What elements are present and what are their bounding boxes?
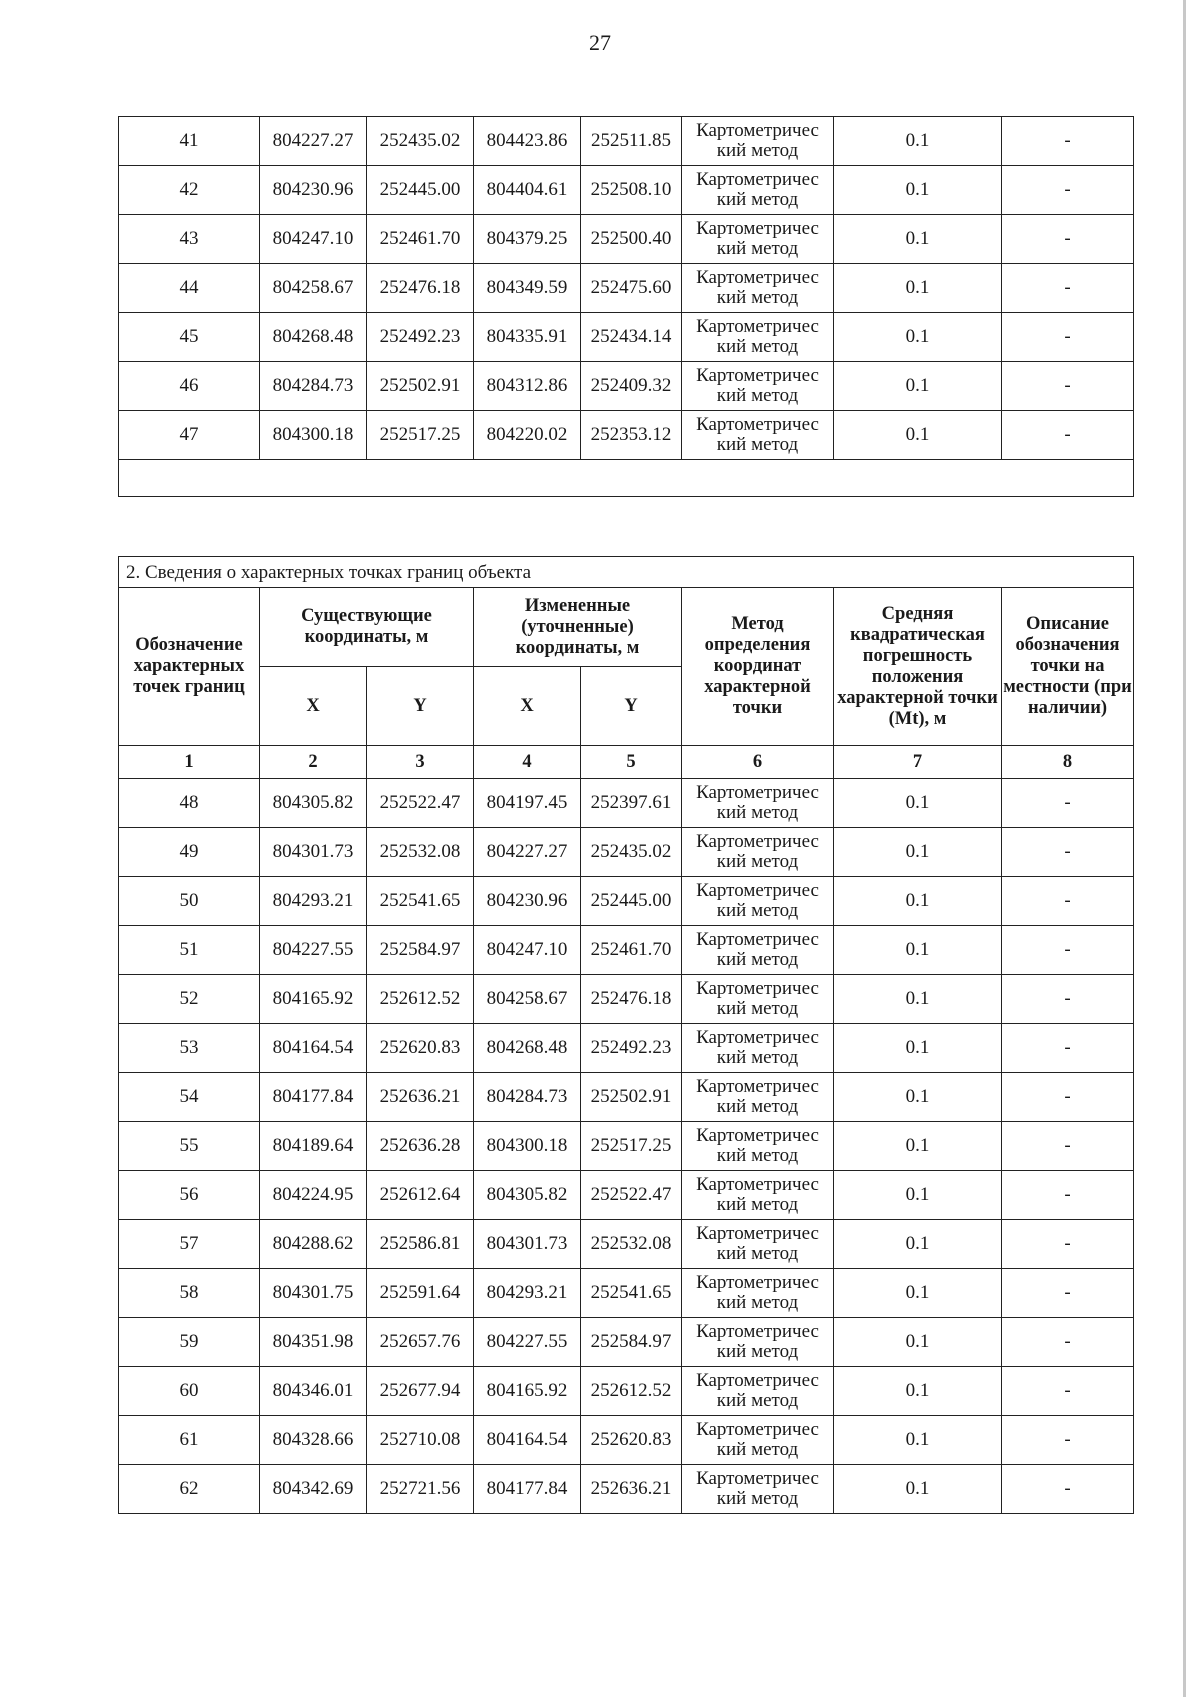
changed-x-cell: 804423.86 xyxy=(474,117,581,166)
description-cell: - xyxy=(1002,877,1134,926)
changed-y-cell: 252532.08 xyxy=(581,1220,682,1269)
table-row xyxy=(119,779,1134,828)
header-existing-y: Y xyxy=(367,667,474,746)
changed-x-cell: 804284.73 xyxy=(474,1073,581,1122)
existing-x-cell: 804258.67 xyxy=(260,264,367,313)
method-cell: Картометричес кий метод xyxy=(682,1171,834,1220)
table1-body xyxy=(119,117,1134,460)
changed-y-cell: 252502.91 xyxy=(581,1073,682,1122)
error-cell: 0.1 xyxy=(834,1024,1002,1073)
changed-y-cell: 252522.47 xyxy=(581,1171,682,1220)
existing-y-cell: 252721.56 xyxy=(367,1465,474,1514)
description-cell: - xyxy=(1002,926,1134,975)
error-cell: 0.1 xyxy=(834,779,1002,828)
table-row xyxy=(119,1122,1134,1171)
changed-x-cell: 804301.73 xyxy=(474,1220,581,1269)
existing-y-cell: 252532.08 xyxy=(367,828,474,877)
existing-y-cell: 252492.23 xyxy=(367,313,474,362)
header-changed-x: X xyxy=(474,667,581,746)
table-row xyxy=(119,975,1134,1024)
existing-x-cell: 804247.10 xyxy=(260,215,367,264)
existing-y-cell: 252636.21 xyxy=(367,1073,474,1122)
description-cell: - xyxy=(1002,215,1134,264)
error-cell: 0.1 xyxy=(834,215,1002,264)
error-cell: 0.1 xyxy=(834,1465,1002,1514)
existing-x-cell: 804293.21 xyxy=(260,877,367,926)
existing-x-cell: 804164.54 xyxy=(260,1024,367,1073)
point-number-cell: 45 xyxy=(119,313,260,362)
description-cell: - xyxy=(1002,1318,1134,1367)
header-description: Описание обозначения точки на местности (при наличии) xyxy=(1002,588,1134,746)
header-existing-coordinates: Существующие координаты, м xyxy=(260,588,474,667)
method-cell: Картометричес кий метод xyxy=(682,1465,834,1514)
point-number-cell: 55 xyxy=(119,1122,260,1171)
changed-x-cell: 804227.27 xyxy=(474,828,581,877)
method-cell: Картометричес кий метод xyxy=(682,1220,834,1269)
description-cell: - xyxy=(1002,1220,1134,1269)
error-cell: 0.1 xyxy=(834,166,1002,215)
description-cell: - xyxy=(1002,264,1134,313)
method-cell: Картометричес кий метод xyxy=(682,975,834,1024)
column-number: 1 xyxy=(119,746,260,779)
table-row xyxy=(119,1416,1134,1465)
changed-y-cell: 252434.14 xyxy=(581,313,682,362)
method-cell: Картометричес кий метод xyxy=(682,117,834,166)
column-number: 5 xyxy=(581,746,682,779)
point-number-cell: 42 xyxy=(119,166,260,215)
existing-y-cell: 252522.47 xyxy=(367,779,474,828)
error-cell: 0.1 xyxy=(834,975,1002,1024)
changed-y-cell: 252612.52 xyxy=(581,1367,682,1416)
existing-y-cell: 252710.08 xyxy=(367,1416,474,1465)
method-cell: Картометричес кий метод xyxy=(682,877,834,926)
existing-y-cell: 252591.64 xyxy=(367,1269,474,1318)
description-cell: - xyxy=(1002,411,1134,460)
changed-x-cell: 804404.61 xyxy=(474,166,581,215)
boundary-points-table xyxy=(118,556,1134,1514)
existing-x-cell: 804351.98 xyxy=(260,1318,367,1367)
point-number-cell: 44 xyxy=(119,264,260,313)
changed-y-cell: 252541.65 xyxy=(581,1269,682,1318)
method-cell: Картометричес кий метод xyxy=(682,1122,834,1171)
error-cell: 0.1 xyxy=(834,926,1002,975)
description-cell: - xyxy=(1002,779,1134,828)
existing-y-cell: 252612.64 xyxy=(367,1171,474,1220)
method-cell: Картометричес кий метод xyxy=(682,1367,834,1416)
existing-x-cell: 804230.96 xyxy=(260,166,367,215)
table2-caption: 2. Сведения о характерных точках границ объекта xyxy=(119,557,1134,588)
changed-x-cell: 804164.54 xyxy=(474,1416,581,1465)
point-number-cell: 58 xyxy=(119,1269,260,1318)
existing-x-cell: 804165.92 xyxy=(260,975,367,1024)
point-number-cell: 60 xyxy=(119,1367,260,1416)
header-method: Метод определения координат характерной точки xyxy=(682,588,834,746)
existing-y-cell: 252584.97 xyxy=(367,926,474,975)
existing-x-cell: 804227.55 xyxy=(260,926,367,975)
error-cell: 0.1 xyxy=(834,313,1002,362)
point-number-cell: 54 xyxy=(119,1073,260,1122)
description-cell: - xyxy=(1002,1171,1134,1220)
existing-x-cell: 804227.27 xyxy=(260,117,367,166)
changed-y-cell: 252475.60 xyxy=(581,264,682,313)
changed-y-cell: 252397.61 xyxy=(581,779,682,828)
table-row xyxy=(119,264,1134,313)
point-number-cell: 49 xyxy=(119,828,260,877)
point-number-cell: 47 xyxy=(119,411,260,460)
point-number-cell: 57 xyxy=(119,1220,260,1269)
changed-x-cell: 804230.96 xyxy=(474,877,581,926)
changed-y-cell: 252461.70 xyxy=(581,926,682,975)
existing-y-cell: 252476.18 xyxy=(367,264,474,313)
changed-y-cell: 252476.18 xyxy=(581,975,682,1024)
changed-y-cell: 252409.32 xyxy=(581,362,682,411)
table-row xyxy=(119,411,1134,460)
existing-y-cell: 252445.00 xyxy=(367,166,474,215)
table2-header-row-1 xyxy=(119,588,1134,667)
header-changed-y: Y xyxy=(581,667,682,746)
column-number: 3 xyxy=(367,746,474,779)
table2-column-numbers-row xyxy=(119,746,1134,779)
coordinates-table-continued xyxy=(118,116,1134,497)
error-cell: 0.1 xyxy=(834,1318,1002,1367)
changed-x-cell: 804177.84 xyxy=(474,1465,581,1514)
error-cell: 0.1 xyxy=(834,1073,1002,1122)
method-cell: Картометричес кий метод xyxy=(682,264,834,313)
existing-x-cell: 804301.73 xyxy=(260,828,367,877)
method-cell: Картометричес кий метод xyxy=(682,411,834,460)
existing-y-cell: 252612.52 xyxy=(367,975,474,1024)
changed-x-cell: 804300.18 xyxy=(474,1122,581,1171)
existing-x-cell: 804177.84 xyxy=(260,1073,367,1122)
description-cell: - xyxy=(1002,1269,1134,1318)
error-cell: 0.1 xyxy=(834,877,1002,926)
point-number-cell: 43 xyxy=(119,215,260,264)
description-cell: - xyxy=(1002,1367,1134,1416)
description-cell: - xyxy=(1002,975,1134,1024)
page-edge-shadow xyxy=(1183,0,1186,1697)
existing-x-cell: 804342.69 xyxy=(260,1465,367,1514)
existing-x-cell: 804224.95 xyxy=(260,1171,367,1220)
changed-y-cell: 252517.25 xyxy=(581,1122,682,1171)
header-designation: Обозначение характерных точек границ xyxy=(119,588,260,746)
error-cell: 0.1 xyxy=(834,1171,1002,1220)
existing-y-cell: 252502.91 xyxy=(367,362,474,411)
changed-y-cell: 252353.12 xyxy=(581,411,682,460)
changed-x-cell: 804305.82 xyxy=(474,1171,581,1220)
header-changed-coordinates: Измененные (уточненные) координаты, м xyxy=(474,588,682,667)
point-number-cell: 62 xyxy=(119,1465,260,1514)
description-cell: - xyxy=(1002,1465,1134,1514)
table-row xyxy=(119,166,1134,215)
existing-y-cell: 252677.94 xyxy=(367,1367,474,1416)
description-cell: - xyxy=(1002,362,1134,411)
changed-x-cell: 804349.59 xyxy=(474,264,581,313)
changed-x-cell: 804197.45 xyxy=(474,779,581,828)
column-number: 6 xyxy=(682,746,834,779)
error-cell: 0.1 xyxy=(834,117,1002,166)
existing-y-cell: 252636.28 xyxy=(367,1122,474,1171)
changed-y-cell: 252500.40 xyxy=(581,215,682,264)
point-number-cell: 50 xyxy=(119,877,260,926)
table-row xyxy=(119,1269,1134,1318)
column-number: 7 xyxy=(834,746,1002,779)
changed-x-cell: 804227.55 xyxy=(474,1318,581,1367)
error-cell: 0.1 xyxy=(834,1416,1002,1465)
changed-x-cell: 804220.02 xyxy=(474,411,581,460)
description-cell: - xyxy=(1002,117,1134,166)
error-cell: 0.1 xyxy=(834,362,1002,411)
changed-x-cell: 804247.10 xyxy=(474,926,581,975)
method-cell: Картометричес кий метод xyxy=(682,166,834,215)
method-cell: Картометричес кий метод xyxy=(682,779,834,828)
existing-x-cell: 804300.18 xyxy=(260,411,367,460)
existing-x-cell: 804284.73 xyxy=(260,362,367,411)
table-row xyxy=(119,1073,1134,1122)
method-cell: Картометричес кий метод xyxy=(682,1269,834,1318)
existing-y-cell: 252541.65 xyxy=(367,877,474,926)
changed-x-cell: 804312.86 xyxy=(474,362,581,411)
table-row xyxy=(119,1367,1134,1416)
table2-body xyxy=(119,779,1134,1514)
point-number-cell: 59 xyxy=(119,1318,260,1367)
header-existing-x: X xyxy=(260,667,367,746)
changed-y-cell: 252511.85 xyxy=(581,117,682,166)
changed-y-cell: 252584.97 xyxy=(581,1318,682,1367)
table-row xyxy=(119,1318,1134,1367)
description-cell: - xyxy=(1002,1073,1134,1122)
existing-x-cell: 804301.75 xyxy=(260,1269,367,1318)
changed-y-cell: 252636.21 xyxy=(581,1465,682,1514)
changed-x-cell: 804293.21 xyxy=(474,1269,581,1318)
error-cell: 0.1 xyxy=(834,1367,1002,1416)
error-cell: 0.1 xyxy=(834,264,1002,313)
table-row xyxy=(119,215,1134,264)
method-cell: Картометричес кий метод xyxy=(682,313,834,362)
column-number: 2 xyxy=(260,746,367,779)
existing-y-cell: 252517.25 xyxy=(367,411,474,460)
changed-x-cell: 804165.92 xyxy=(474,1367,581,1416)
description-cell: - xyxy=(1002,313,1134,362)
table-row xyxy=(119,1171,1134,1220)
column-number: 4 xyxy=(474,746,581,779)
header-error: Средняя квадратическая погрешность положения характерной точки (Mt), м xyxy=(834,588,1002,746)
existing-x-cell: 804346.01 xyxy=(260,1367,367,1416)
error-cell: 0.1 xyxy=(834,411,1002,460)
existing-x-cell: 804305.82 xyxy=(260,779,367,828)
existing-y-cell: 252657.76 xyxy=(367,1318,474,1367)
description-cell: - xyxy=(1002,1122,1134,1171)
description-cell: - xyxy=(1002,1416,1134,1465)
existing-x-cell: 804288.62 xyxy=(260,1220,367,1269)
existing-x-cell: 804328.66 xyxy=(260,1416,367,1465)
changed-x-cell: 804258.67 xyxy=(474,975,581,1024)
point-number-cell: 56 xyxy=(119,1171,260,1220)
table-row xyxy=(119,1024,1134,1073)
existing-y-cell: 252586.81 xyxy=(367,1220,474,1269)
description-cell: - xyxy=(1002,1024,1134,1073)
changed-y-cell: 252435.02 xyxy=(581,828,682,877)
column-number: 8 xyxy=(1002,746,1134,779)
empty-cell xyxy=(119,460,1134,497)
existing-y-cell: 252435.02 xyxy=(367,117,474,166)
point-number-cell: 48 xyxy=(119,779,260,828)
error-cell: 0.1 xyxy=(834,1220,1002,1269)
table1-empty-row xyxy=(119,460,1134,497)
method-cell: Картометричес кий метод xyxy=(682,1416,834,1465)
changed-y-cell: 252492.23 xyxy=(581,1024,682,1073)
point-number-cell: 53 xyxy=(119,1024,260,1073)
method-cell: Картометричес кий метод xyxy=(682,362,834,411)
method-cell: Картометричес кий метод xyxy=(682,1024,834,1073)
existing-y-cell: 252620.83 xyxy=(367,1024,474,1073)
error-cell: 0.1 xyxy=(834,1269,1002,1318)
existing-x-cell: 804268.48 xyxy=(260,313,367,362)
existing-x-cell: 804189.64 xyxy=(260,1122,367,1171)
changed-y-cell: 252508.10 xyxy=(581,166,682,215)
method-cell: Картометричес кий метод xyxy=(682,1318,834,1367)
point-number-cell: 51 xyxy=(119,926,260,975)
description-cell: - xyxy=(1002,166,1134,215)
changed-x-cell: 804268.48 xyxy=(474,1024,581,1073)
method-cell: Картометричес кий метод xyxy=(682,926,834,975)
description-cell: - xyxy=(1002,828,1134,877)
point-number-cell: 46 xyxy=(119,362,260,411)
table-row xyxy=(119,828,1134,877)
table2-caption-row xyxy=(119,557,1134,588)
table-row xyxy=(119,1220,1134,1269)
error-cell: 0.1 xyxy=(834,828,1002,877)
method-cell: Картометричес кий метод xyxy=(682,215,834,264)
table-row xyxy=(119,877,1134,926)
changed-x-cell: 804379.25 xyxy=(474,215,581,264)
point-number-cell: 41 xyxy=(119,117,260,166)
table-row xyxy=(119,313,1134,362)
point-number-cell: 61 xyxy=(119,1416,260,1465)
changed-x-cell: 804335.91 xyxy=(474,313,581,362)
point-number-cell: 52 xyxy=(119,975,260,1024)
changed-y-cell: 252445.00 xyxy=(581,877,682,926)
table-row xyxy=(119,926,1134,975)
table-row xyxy=(119,1465,1134,1514)
error-cell: 0.1 xyxy=(834,1122,1002,1171)
existing-y-cell: 252461.70 xyxy=(367,215,474,264)
table-row xyxy=(119,362,1134,411)
method-cell: Картометричес кий метод xyxy=(682,828,834,877)
table-row xyxy=(119,117,1134,166)
changed-y-cell: 252620.83 xyxy=(581,1416,682,1465)
page-number: 27 xyxy=(589,30,611,55)
method-cell: Картометричес кий метод xyxy=(682,1073,834,1122)
